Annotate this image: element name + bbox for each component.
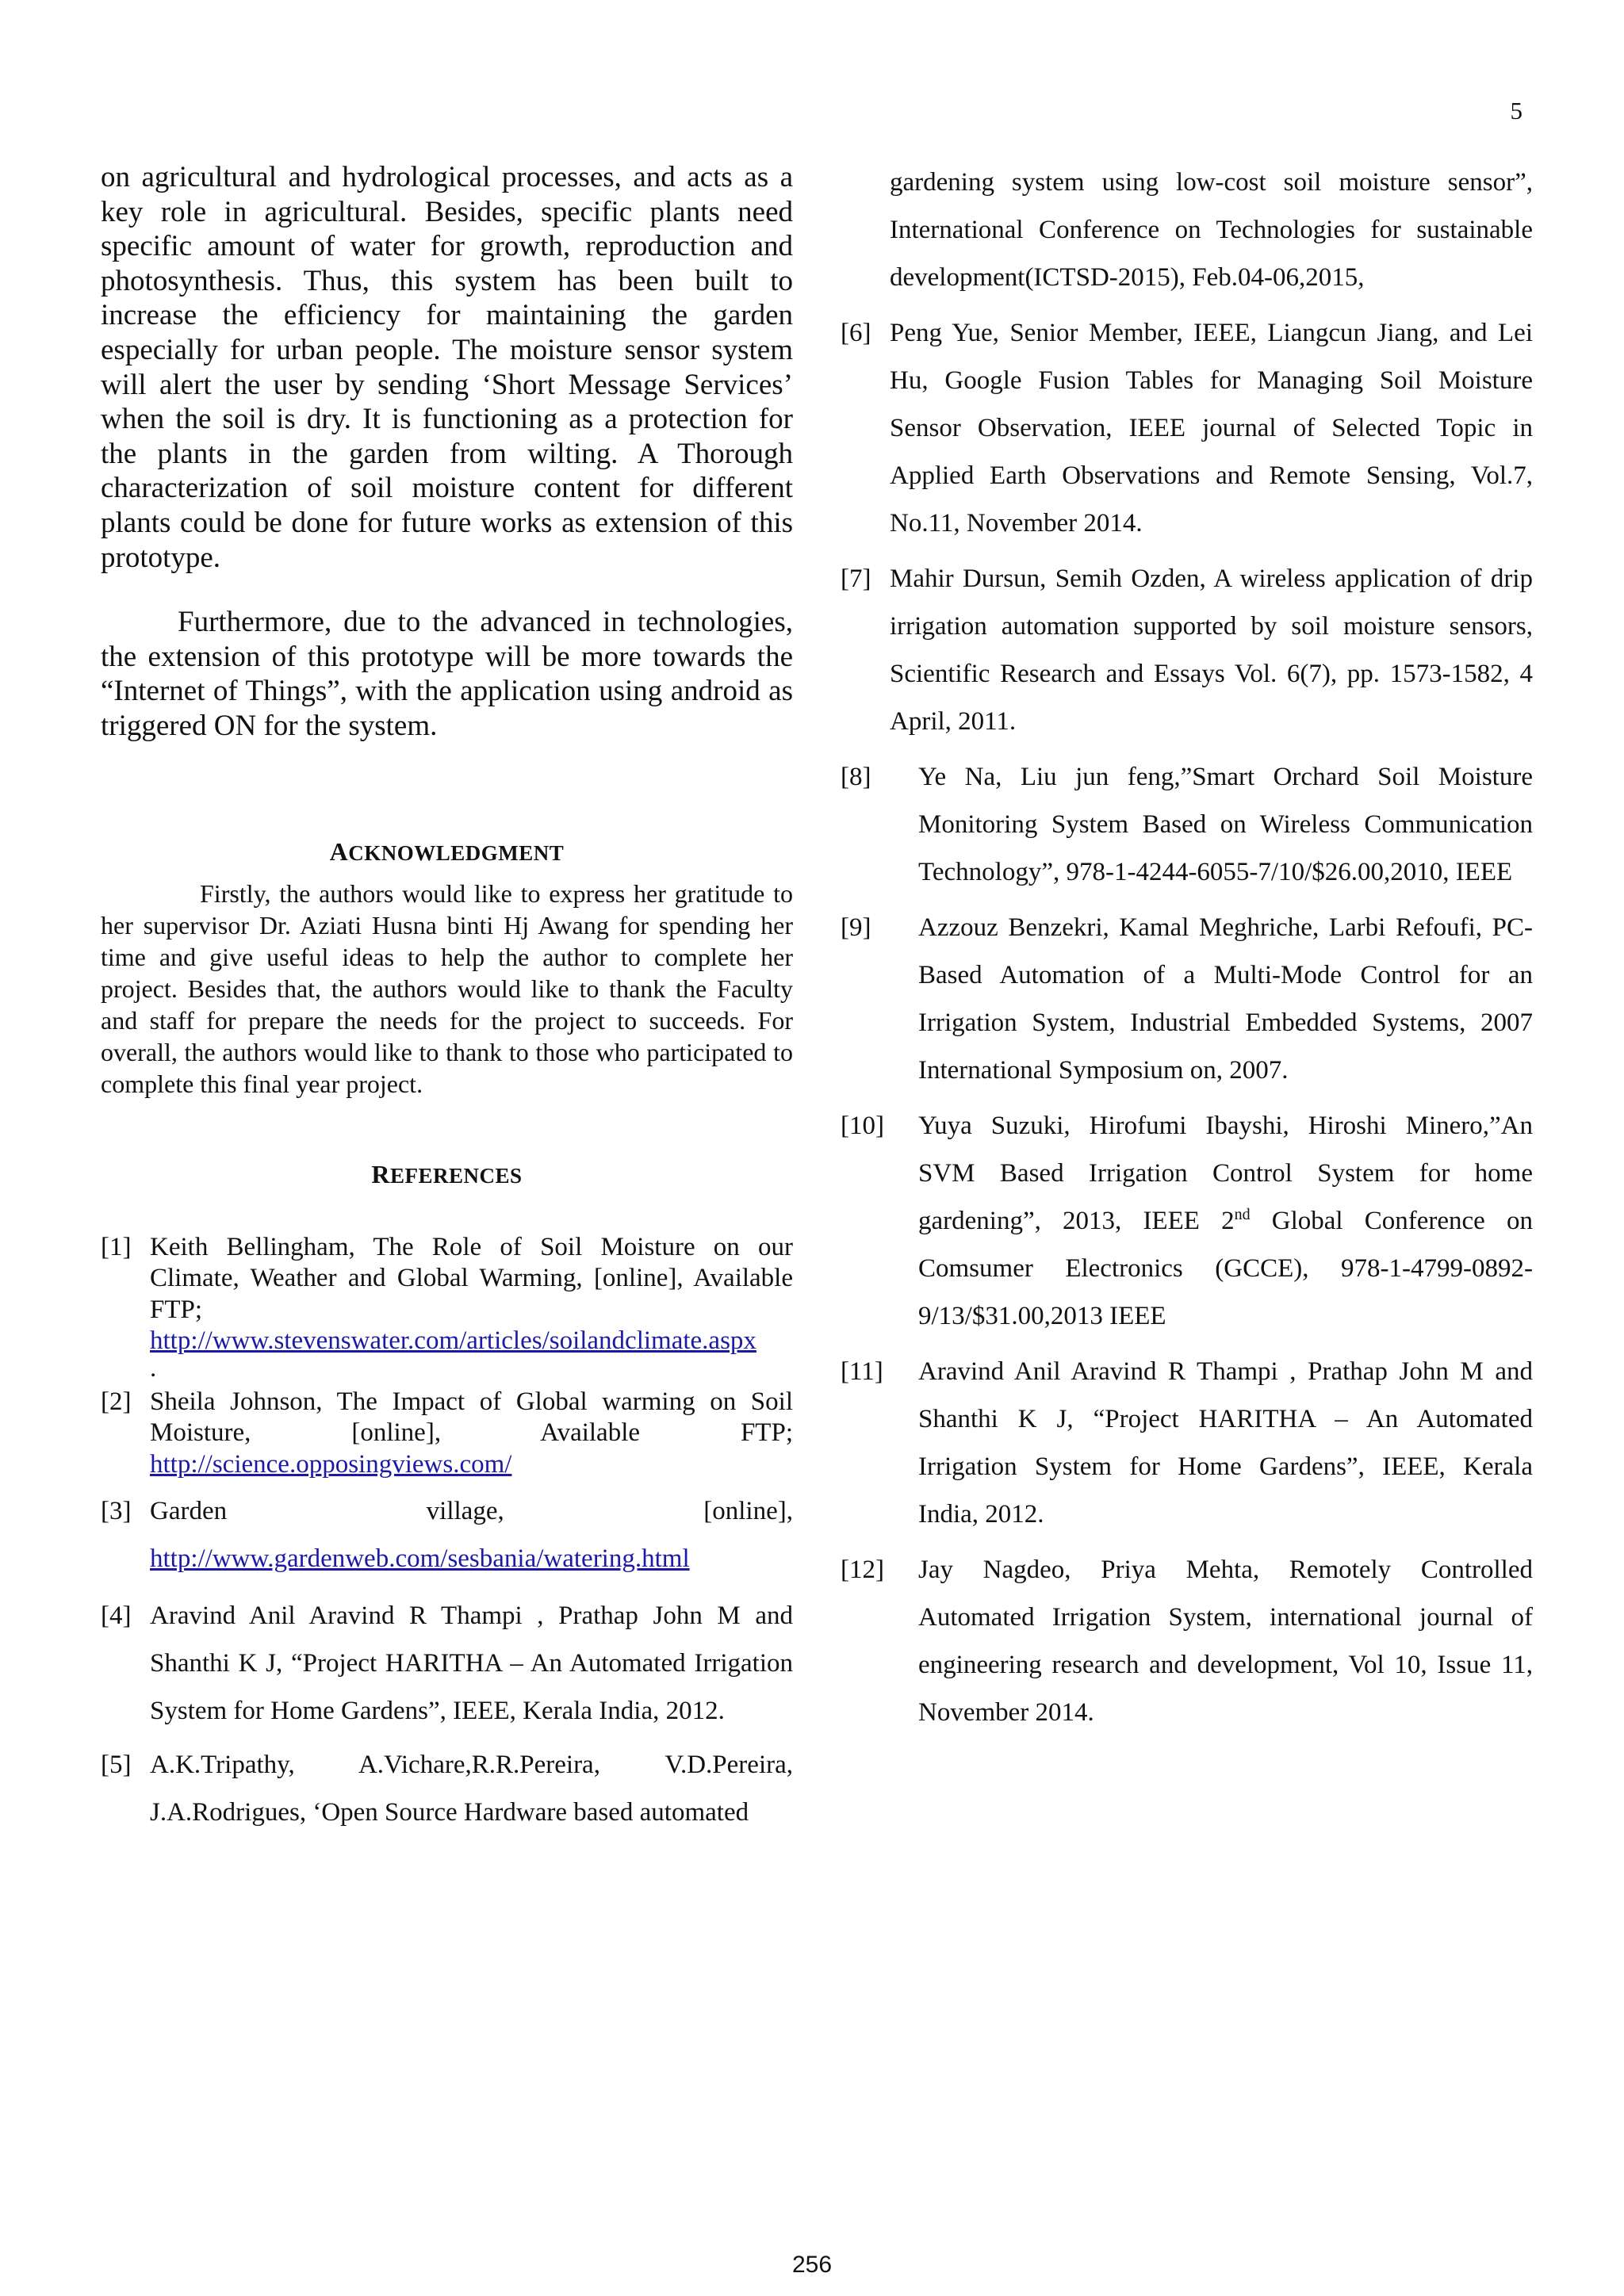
reference-link[interactable]: http://science.opposingviews.com/ [150, 1449, 512, 1479]
reference-text: Sheila Johnson, The Impact of Global warming on Soil Moisture, [online], Available FTP; http://science.opposingviews.com/ [150, 1387, 793, 1479]
reference-item [101, 1232, 793, 1383]
body-paragraph-1: on agricultural and hydrological processes, and acts as a key role in agricultural. Besides, specific plants need specific amount of water for growth, reproduction and photosynthesis. Thus, this system has been built to increase the efficiency for maintaining the garden especially for urban people. The moisture sensor system will alert the user by sending ‘Short Message Services’ when the soil is dry. It is functioning as a protection for the plants in the garden from wilting. A Thorough characterization of soil moisture content for different plants could be done for future works as extension of this prototype. [101, 161, 793, 574]
body-paragraph-2: Furthermore, due to the advanced in technologies, the extension of this prototype will be more towards the “Internet of Things”, with the application using android as triggered ON for the system. [101, 606, 793, 742]
reference-label: [11] [841, 1357, 883, 1386]
left-column [101, 160, 793, 1843]
reference-label: [5] [101, 1751, 132, 1779]
reference-list-left [101, 1232, 793, 1837]
reference-item [101, 1741, 793, 1836]
reference-label: [10] [841, 1112, 884, 1140]
reference-text: Peng Yue, Senior Member, IEEE, Liangcun Jiang, and Lei Hu, Google Fusion Tables for Managing Soil Moisture Sensor Observation, IEEE journal of Selected Topic in Applied Earth Observations and Remote Sensing, Vol.7, No.11, November 2014. [890, 319, 1533, 538]
reference-text: Aravind Anil Aravind R Thampi , Prathap John M and Shanthi K J, “Project HARITHA – An Automated Irrigation System for Home Gardens”, IEEE, Kerala India, 2012. [150, 1601, 793, 1725]
reference-link[interactable]: http://www.stevenswater.com/articles/soilandclimate.aspx [150, 1326, 756, 1355]
reference-text: Azzouz Benzekri, Kamal Meghriche, Larbi Refoufi, PC-Based Automation of a Multi-Mode Control for an Irrigation System, Industrial Embedded Systems, 2007 International Symposium on, 2007. [918, 913, 1533, 1085]
reference-label: [4] [101, 1601, 132, 1630]
reference-item [841, 1102, 1533, 1340]
reference-label: [7] [841, 564, 871, 593]
reference-label: [9] [841, 913, 871, 942]
reference-continuation: gardening system using low-cost soil moisture sensor”, International Conference on Technologies for sustainable development(ICTSD-2015), Feb.04-06,2015, [890, 168, 1533, 292]
reference-label: [3] [101, 1497, 132, 1525]
reference-item [841, 309, 1533, 547]
reference-item [841, 904, 1533, 1094]
reference-label: [12] [841, 1556, 884, 1584]
reference-item [841, 1348, 1533, 1538]
page-number-top: 5 [1510, 97, 1522, 124]
reference-item [101, 1387, 793, 1481]
acknowledgment-heading: ACKNOWLEDGMENT [329, 836, 565, 866]
reference-item [841, 1546, 1533, 1736]
reference-text: Ye Na, Liu jun feng,”Smart Orchard Soil Moisture Monitoring System Based on Wireless Communication Technology”, 978-1-4244-6055-7/10/$26.00,2010, IEEE [918, 763, 1533, 886]
reference-text: Yuya Suzuki, Hirofumi Ibayshi, Hiroshi Minero,”An SVM Based Irrigation Control System for home gardening”, 2013, IEEE 2nd Global Conference on Comsumer Electronics (GCCE), 978-1-4799-0892-9/13/$31.00,2013 IEEE [918, 1112, 1533, 1330]
reference-text: Jay Nagdeo, Priya Mehta, Remotely Controlled Automated Irrigation System, international journal of engineering research and development, Vol 10, Issue 11, November 2014. [918, 1556, 1533, 1727]
reference-label: [2] [101, 1387, 132, 1416]
reference-text: Mahir Dursun, Semih Ozden, A wireless application of drip irrigation automation supported by soil moisture sensors, Scientific Research and Essays Vol. 6(7), pp. 1573-1582, 4 April, 2011. [890, 564, 1533, 736]
reference-item [101, 1487, 793, 1582]
reference-text: Garden village, [online], http://www.gardenweb.com/sesbania/watering.html [150, 1497, 793, 1573]
page-number-bottom: 256 [791, 2252, 833, 2278]
reference-label: [1] [101, 1232, 132, 1261]
acknowledgment-text: Firstly, the authors would like to express her gratitude to her supervisor Dr. Aziati Husna binti Hj Awang for spending her time and give useful ideas to help the author to complete her project. Besides that, the authors would like to thank the Faculty and staff for prepare the needs for the project to succeeds. For overall, the authors would like to thank to those who participated to complete this final year project. [101, 878, 793, 1098]
reference-item [841, 753, 1533, 896]
reference-item [101, 1592, 793, 1735]
right-column [841, 159, 1533, 1744]
references-heading: REFERENCES [371, 1159, 523, 1188]
reference-text: Aravind Anil Aravind R Thampi , Prathap John M and Shanthi K J, “Project HARITHA – An Automated Irrigation System for Home Gardens”, IEEE, Kerala India, 2012. [918, 1357, 1533, 1529]
reference-text: A.K.Tripathy, A.Vichare,R.R.Pereira, V.D.Pereira, J.A.Rodrigues, ‘Open Source Hardware based automated [150, 1751, 793, 1827]
reference-text: Keith Bellingham, The Role of Soil Moisture on our Climate, Weather and Global Warming, [online], Available FTP; http://www.stevenswater.com/articles/soilandclimate.aspx . [150, 1232, 793, 1383]
reference-item [841, 555, 1533, 745]
reference-link[interactable]: http://www.gardenweb.com/sesbania/watering.html [150, 1544, 690, 1573]
reference-label: [8] [841, 763, 871, 791]
reference-label: [6] [841, 319, 871, 347]
